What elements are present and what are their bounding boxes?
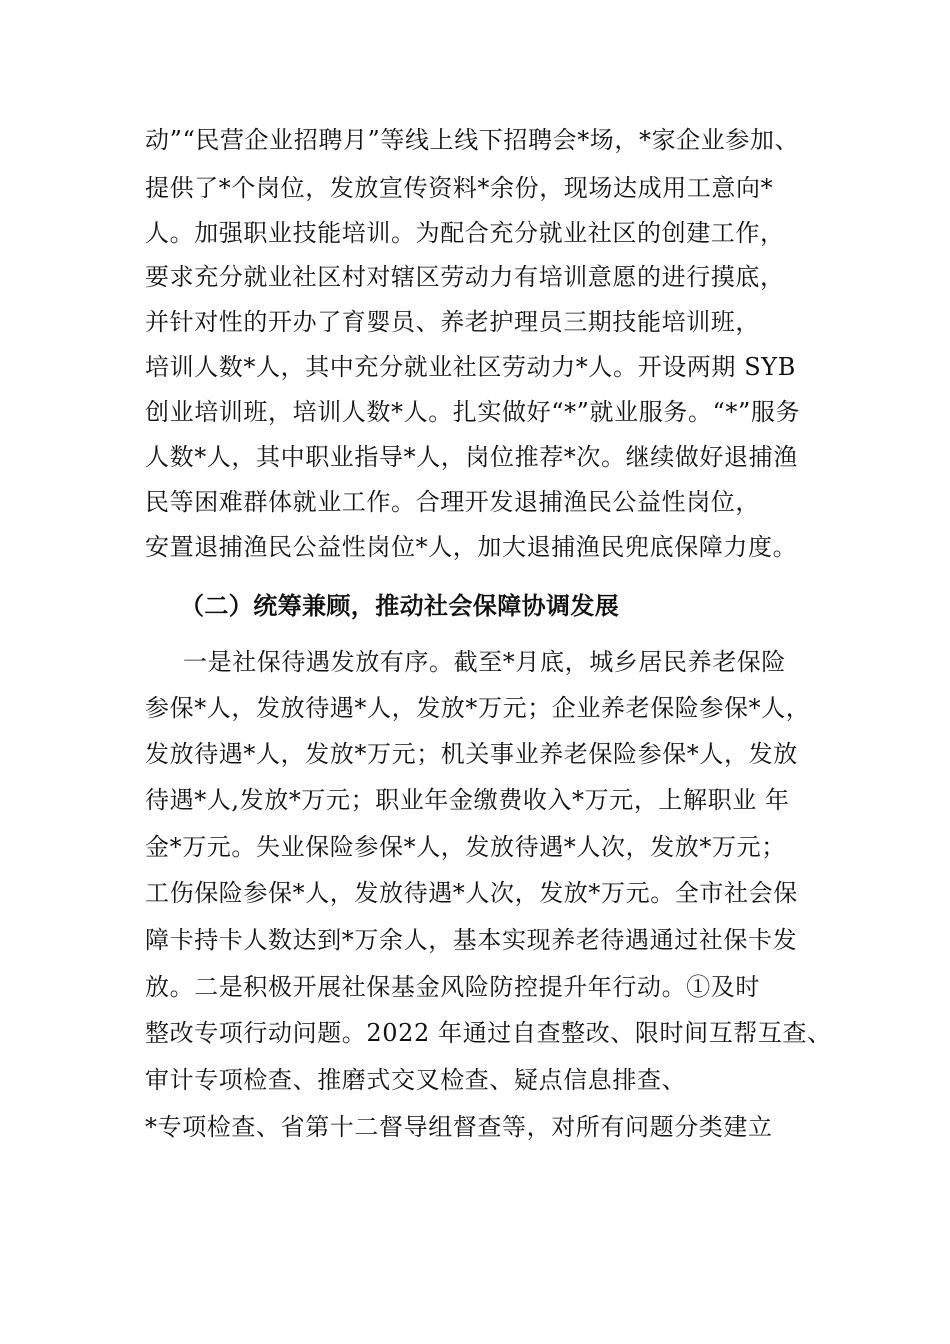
text-line: 安置退捕渔民公益性岗位*人，加大退捕渔民兜底保障力度。 [145, 533, 798, 561]
text-line: 金*万元。失业保险参保*人，发放待遇*人次，发放*万元； [145, 833, 786, 861]
text-line: 民等困难群体就业工作。合理开发退捕渔民公益性岗位， [145, 488, 760, 516]
text-line: 放。二是积极开展社保基金风险防控提升年行动。①及时 [145, 973, 760, 1001]
text-line: 障卡持卡人数达到*万余人，基本实现养老待遇通过社保卡发 [145, 926, 798, 954]
text-line: 参保*人，发放待遇*人，发放*万元；企业养老保险参保*人， [145, 694, 811, 722]
text-line: 要求充分就业社区村对辖区劳动力有培训意愿的进行摸底， [145, 263, 785, 291]
text-line: 工伤保险参保*人，发放待遇*人次，发放*万元。全市社会保 [145, 879, 798, 907]
text-line: 人。加强职业技能培训。为配合充分就业社区的创建工作， [145, 219, 785, 247]
text-line: 动”“民营企业招聘月”等线上线下招聘会*场，*家企业参加、 [145, 126, 800, 154]
text-line: 创业培训班，培训人数*人。扎实做好“*”就业服务。“*”服务 [145, 398, 801, 426]
text-line: 并针对性的开办了育婴员、养老护理员三期技能培训班， [145, 308, 760, 336]
text-line: 发放待遇*人，发放*万元；机关事业养老保险参保*人，发放 [145, 740, 798, 768]
text-line: 整改专项行动问题。2022 年通过自查整改、限时间互帮互查、 [145, 1019, 832, 1047]
text-line: 培训人数*人，其中充分就业社区劳动力*人。开设两期 SYB [145, 353, 796, 381]
text-line: 待遇*人,发放*万元；职业年金缴费收入*万元，上解职业 年 [145, 786, 790, 814]
text-line: 提供了*个岗位，发放宣传资料*余份，现场达成用工意向* [145, 174, 774, 202]
text-line: 一是社保待遇发放有序。截至*月底，城乡居民养老保险 [183, 648, 786, 676]
text-line: 审计专项检查、推磨式交叉检查、疑点信息排查、 [145, 1066, 687, 1094]
section-heading: （二）统筹兼顾，推动社会保障协调发展 [180, 591, 620, 620]
text-line: 人数*人，其中职业指导*人，岗位推荐*次。继续做好退捕渔 [145, 443, 798, 471]
text-line: *专项检查、省第十二督导组督查等，对所有问题分类建立 [145, 1113, 773, 1141]
